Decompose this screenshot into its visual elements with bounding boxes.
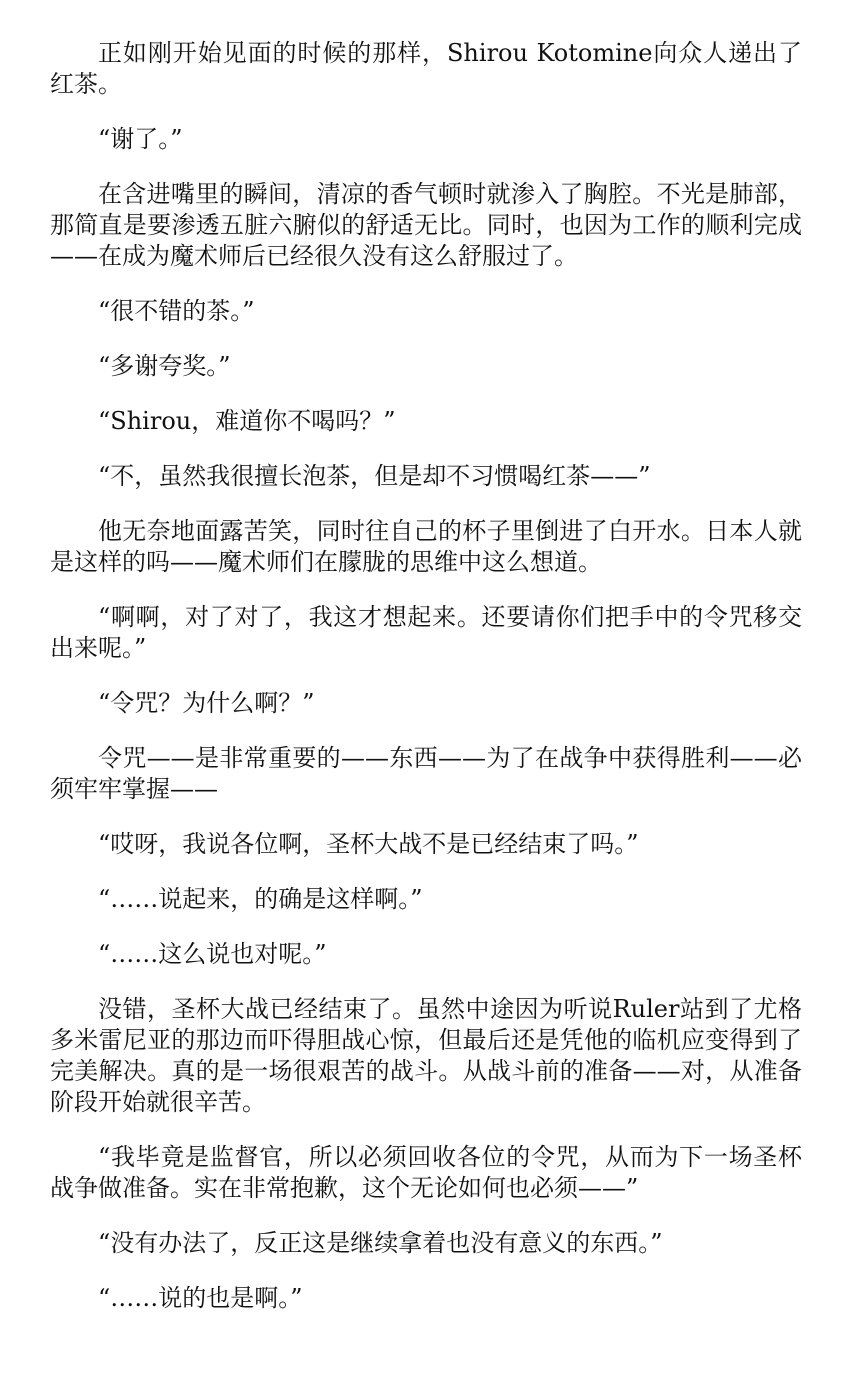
paragraph-3: 在含进嘴里的瞬间，清凉的香气顿时就渗入了胸腔。不光是肺部，那简直是要渗透五脏六腑似的舒适无比。同时，也因为工作的顺利完成——在成为魔术师后已经很久没有这么舒服过了。: [50, 180, 802, 270]
paragraph-17: “没有办法了，反正这是继续拿着也没有意义的东西。”: [98, 1229, 663, 1257]
paragraph-18: “……说的也是啊。”: [98, 1284, 303, 1312]
paragraph-12: “哎呀，我说各位啊，圣杯大战不是已经结束了吗。”: [98, 830, 639, 858]
paragraph-8: 他无奈地面露苦笑，同时往自己的杯子里倒进了白开水。日本人就是这样的吗——魔术师们在朦胧的思维中这么想道。: [50, 517, 802, 576]
paragraph-9: “啊啊，对了对了，我这才想起来。还要请你们把手中的令咒移交出来呢。”: [50, 603, 802, 662]
paragraph-1: 正如刚开始见面的时候的那样，Shirou Kotomine向众人递出了红茶。: [50, 39, 802, 98]
paragraph-7: “不，虽然我很擅长泡茶，但是却不习惯喝红茶——”: [98, 462, 651, 490]
paragraph-13: “……说起来，的确是这样啊。”: [98, 885, 423, 913]
paragraph-10: “令咒？为什么啊？”: [98, 689, 315, 717]
paragraph-2: “谢了。”: [98, 125, 183, 153]
paragraph-11: 令咒——是非常重要的——东西——为了在战争中获得胜利——必须牢牢掌握——: [50, 744, 802, 803]
paragraph-6: “Shirou，难道你不喝吗？”: [98, 407, 396, 435]
paragraph-15: 没错，圣杯大战已经结束了。虽然中途因为听说Ruler站到了尤格多米雷尼亚的那边而吓得胆战心惊，但最后还是凭他的临机应变得到了完美解决。真的是一场很艰苦的战斗。从战斗前的准备——对，从准备阶段开始就很辛苦。: [50, 995, 802, 1116]
paragraph-5: “多谢夸奖。”: [98, 352, 231, 380]
paragraph-4: “很不错的茶。”: [98, 297, 255, 325]
document-page: [50, 38, 802, 1338]
paragraph-16: “我毕竟是监督官，所以必须回收各位的令咒，从而为下一场圣杯战争做准备。实在非常抱歉，这个无论如何也必须——”: [50, 1143, 802, 1202]
paragraph-14: “……这么说也对呢。”: [98, 940, 327, 968]
